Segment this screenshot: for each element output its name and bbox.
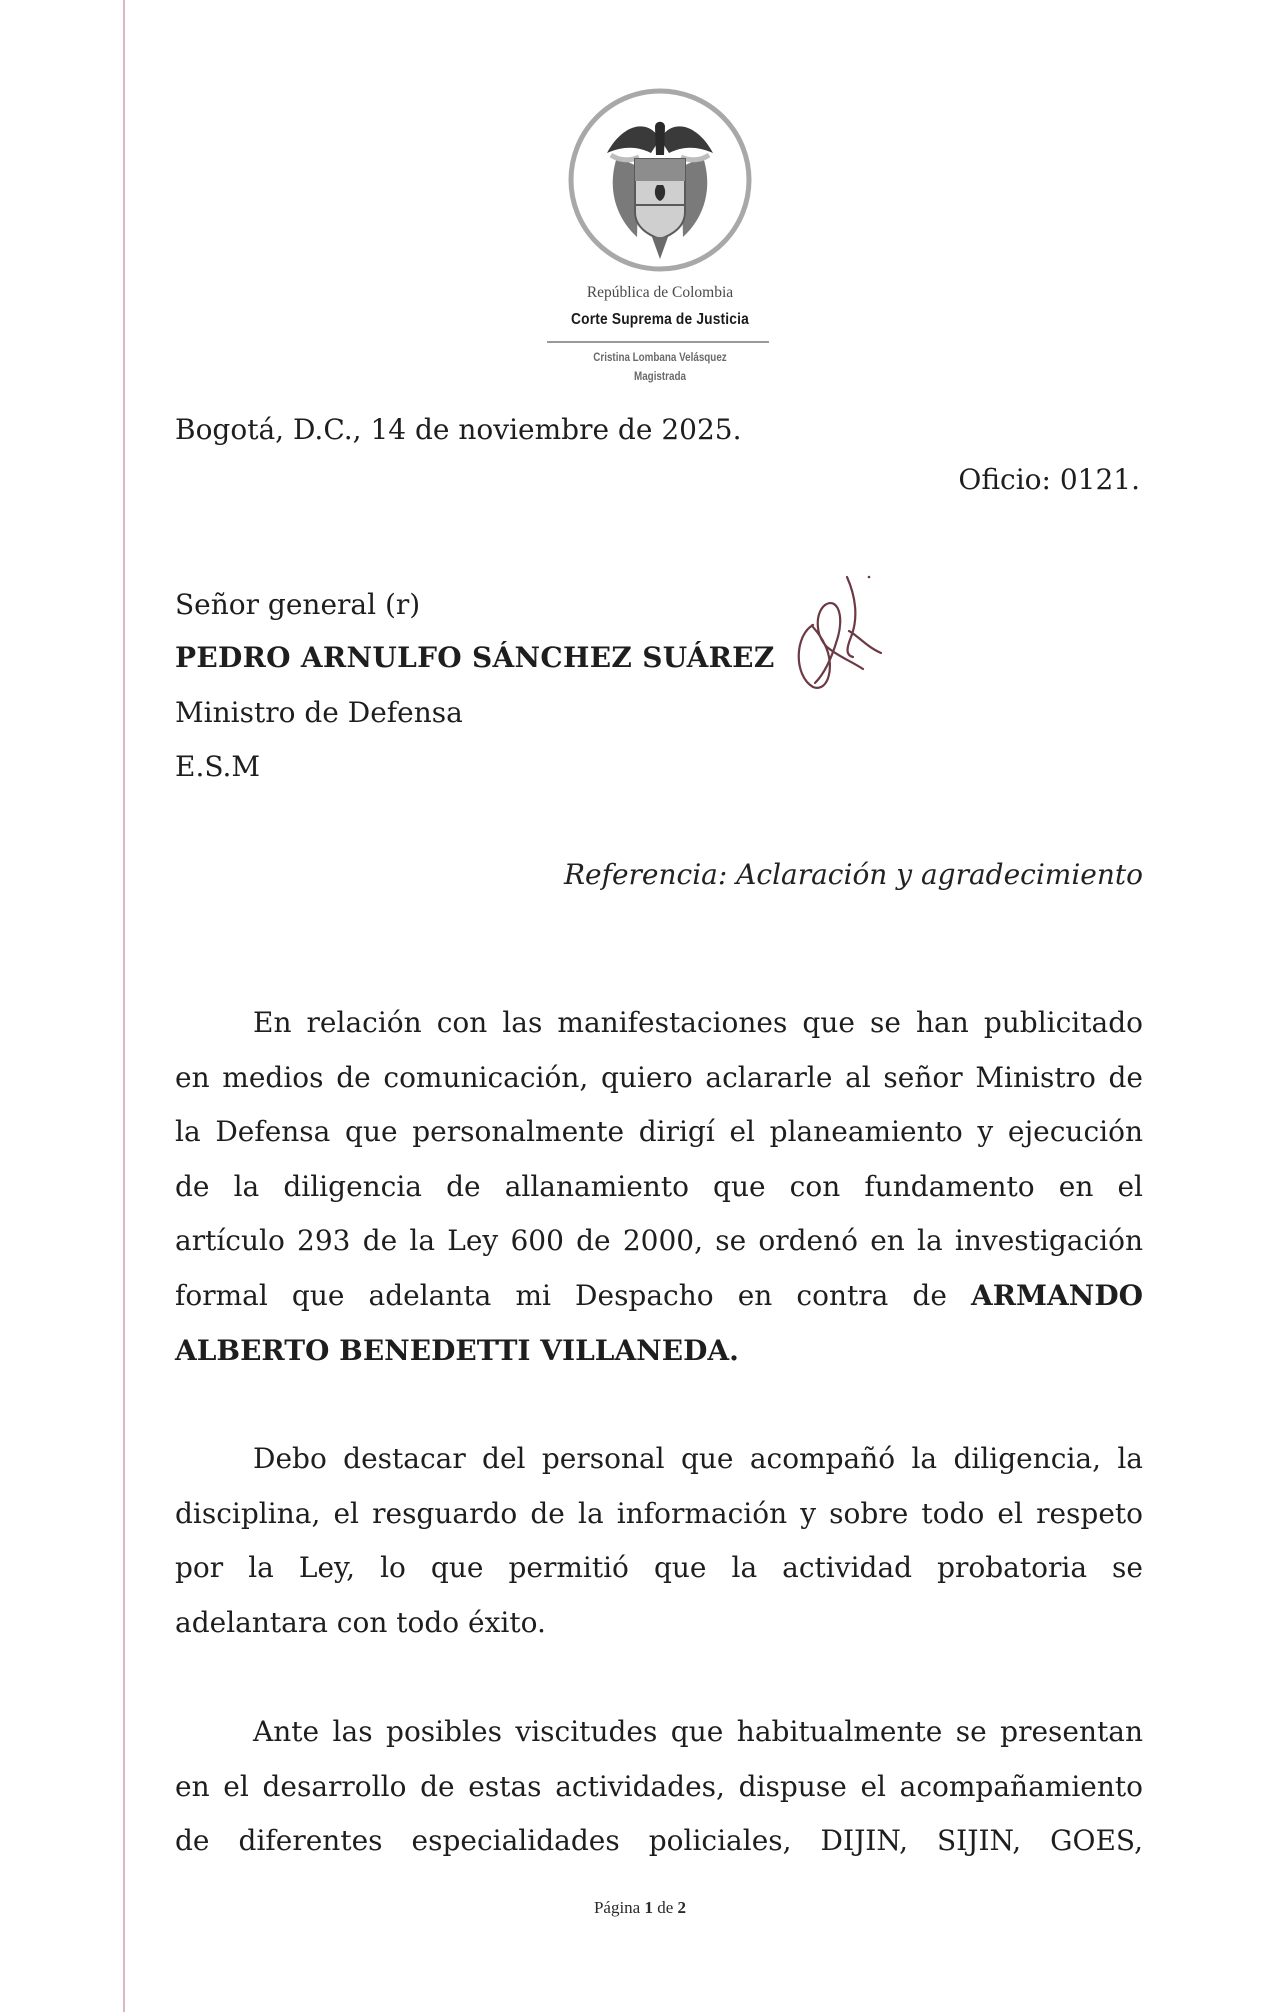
letterhead-divider [547,341,769,343]
letterhead-institution: Corte Suprema de Justicia [571,311,749,328]
paragraph-line: de diferentes especialidades policiales, DIJIN, SIJIN, GOES, [175,1824,1143,1858]
page-margin-line [123,0,125,2012]
body-paragraph-3 [175,1705,1143,1869]
body-paragraph-2 [175,1432,1143,1650]
paragraph-line: adelantara con todo éxito. [175,1605,546,1639]
body-paragraph-1 [175,996,1143,1378]
paragraph-text: formal que adelanta mi Despacho en contra de [175,1278,972,1312]
letterhead-country: República de Colombia [586,284,734,301]
place-date: Bogotá, D.C., 14 de noviembre de 2025. [175,413,742,446]
paragraph-line: Debo destacar del personal que acompañó la diligencia, la [253,1442,1143,1475]
paragraph-line: en el desarrollo de estas actividades, dispuse el acompañamiento [175,1769,1143,1803]
reference-line: Referencia: Aclaración y agradecimiento [563,858,1143,891]
page-total: 2 [677,1898,687,1917]
page-of: de [657,1898,674,1917]
colombia-coat-of-arms-icon [567,87,753,273]
paragraph-line-mixed [175,1269,1143,1324]
letterhead-magistrate-name: Cristina Lombana Velásquez [593,350,727,364]
paragraph-line: artículo 293 de la Ley 600 de 2000, se ordenó en la investigación [175,1224,1143,1258]
oficio-number: Oficio: 0121. [958,463,1140,496]
addressee-suffix: E.S.M [175,750,261,783]
paragraph-line: en medios de comunicación, quiero aclararle al señor Ministro de [175,1060,1143,1094]
page-number-footer [0,1898,1280,1918]
defendant-name-part1: ARMANDO [971,1278,1143,1312]
paragraph-line: En relación con las manifestaciones que se han publicitado [253,1006,1143,1039]
paragraph-line: Ante las posibles viscitudes que habitualmente se presentan [253,1715,1143,1748]
addressee-salutation: Señor general (r) [175,588,421,621]
paragraph-line: la Defensa que personalmente dirigí el planeamiento y ejecución [175,1115,1143,1149]
letterhead-magistrate-role: Magistrada [634,369,686,383]
addressee-name: PEDRO ARNULFO SÁNCHEZ SUÁREZ [175,641,775,674]
paragraph-line: disciplina, el resguardo de la información y sobre todo el respeto [175,1496,1143,1530]
paragraph-line: de la diligencia de allanamiento que con fundamento en el [175,1169,1143,1203]
handwritten-initials-icon [785,565,895,695]
page-current: 1 [644,1898,653,1917]
addressee-title: Ministro de Defensa [175,696,463,729]
page-label: Página [593,1898,641,1917]
paragraph-line: por la Ley, lo que permitió que la actividad probatoria se [175,1551,1143,1585]
defendant-name-part2: ALBERTO BENEDETTI VILLANEDA. [175,1333,739,1367]
